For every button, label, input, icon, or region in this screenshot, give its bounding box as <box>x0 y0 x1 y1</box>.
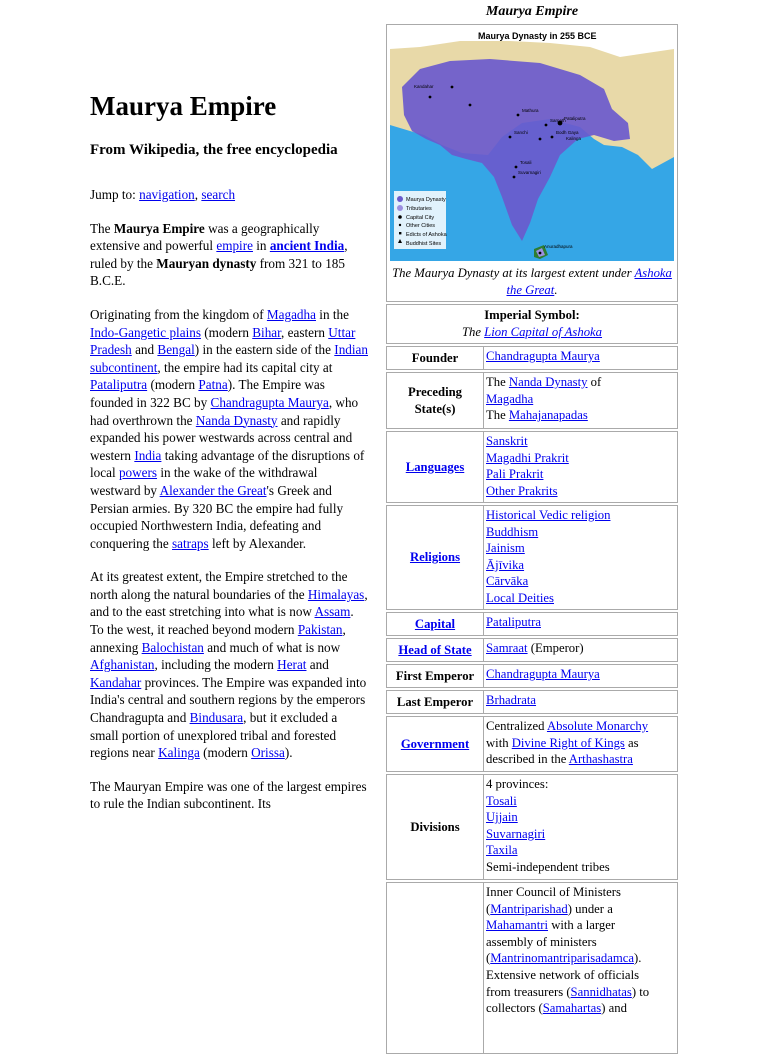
row-label-link[interactable]: Capital <box>387 613 484 635</box>
imperial-symbol-value <box>387 324 677 341</box>
text: ( <box>486 901 491 916</box>
row-label-link[interactable]: Head of State <box>387 639 484 661</box>
row-label: Divisions <box>387 775 484 879</box>
link-samraat[interactable]: Samraat <box>486 641 528 655</box>
text: taking advantage of the disruptions of local <box>90 447 365 481</box>
row-label-link[interactable]: Languages <box>387 432 484 502</box>
row-value <box>484 691 677 713</box>
link-chandragupta-maurya[interactable]: Chandragupta Maurya <box>210 394 329 410</box>
text: from 321 to 185 B.C.E. <box>90 255 345 289</box>
text: and <box>306 657 329 673</box>
text: Centralized <box>486 719 547 733</box>
text: . To the west, it reached beyond modern <box>90 604 354 638</box>
legend-swatch-maurya <box>397 196 403 202</box>
link-language[interactable]: Sanskrit <box>486 434 528 448</box>
bold-term: Mauryan dynasty <box>156 255 257 271</box>
link-nanda-dynasty[interactable]: Nanda Dynasty <box>195 412 278 428</box>
text: ) in the eastern side of the <box>194 342 335 358</box>
text: ). The Empire was founded in 322 BC by <box>90 377 325 410</box>
map-legend-label: Maurya Dynasty <box>406 197 446 203</box>
link-province[interactable]: Tosali <box>486 793 517 808</box>
text: as <box>624 735 639 750</box>
row-preceding-states <box>386 372 678 429</box>
jump-links <box>90 186 368 204</box>
link-language[interactable]: Other Prakrits <box>486 483 558 498</box>
link-lion-capital[interactable]: Lion Capital of Ashoka <box>484 325 603 339</box>
link-capital[interactable]: Pataliputra <box>486 615 541 629</box>
link-divine-right[interactable]: Divine Right of Kings <box>511 735 625 750</box>
row-value <box>484 775 677 879</box>
row-value <box>484 883 677 1053</box>
row-label: Preceding State(s) <box>387 373 484 428</box>
text: ( <box>486 951 491 966</box>
text: , including the modern <box>154 657 278 673</box>
text: and rapidly expanded his power westwards across central and western <box>90 412 353 463</box>
row-administration <box>386 882 678 1054</box>
imperial-symbol-label: Imperial Symbol: <box>484 308 580 322</box>
paragraph-extent <box>90 568 368 762</box>
text: Semi-independent tribes <box>486 859 610 874</box>
row-label: Last Emperor <box>387 691 484 713</box>
link-pakistan[interactable]: Pakistan <box>297 622 343 638</box>
link-satraps[interactable]: satraps <box>172 535 209 551</box>
link-mantrinomantriparisadamca[interactable]: Mantrinomantriparisadamca <box>490 951 634 966</box>
link-assam[interactable]: Assam <box>314 604 351 620</box>
link-empire[interactable]: empire <box>216 238 253 254</box>
row-value <box>484 347 677 369</box>
link-province[interactable]: Suvarnagiri <box>486 826 546 841</box>
map-place-label: Sanchi <box>514 130 528 135</box>
text: , but it excluded a small portion of unexplored tribal and forested regions near <box>90 710 338 761</box>
map-caption <box>387 263 677 301</box>
city-dot <box>551 136 554 139</box>
text: 's Greek and Persian armies. By 320 BC the empire had fully occupied Northwestern India, defeating and conquering the <box>90 482 344 551</box>
text: Inner Council of Ministers <box>486 885 621 899</box>
map-place-label: Tosali <box>520 160 532 165</box>
paragraph-largest <box>90 778 368 813</box>
link-indo-gangetic-plains[interactable]: Indo-Gangetic plains <box>90 324 201 340</box>
text: ) and <box>601 1001 627 1016</box>
link-religion[interactable]: Buddhism <box>486 524 539 539</box>
map-place-label: Bodh Gaya <box>556 130 579 135</box>
page-subtitle: From Wikipedia, the free encyclopedia <box>90 142 338 158</box>
link-last-emperor[interactable]: Brhadrata <box>486 693 537 707</box>
map-block <box>386 24 678 302</box>
link-religion[interactable]: Ājīvika <box>486 557 525 572</box>
link-nanda-dynasty[interactable]: Nanda Dynasty <box>508 375 588 389</box>
link-herat[interactable]: Herat <box>277 657 307 673</box>
legend-swatch-city <box>399 224 401 226</box>
row-value <box>484 639 677 661</box>
link-alexander-the-great[interactable]: Alexander the Great <box>159 482 267 498</box>
text: ). <box>284 745 293 761</box>
city-dot <box>451 86 454 89</box>
map-title: Maurya Dynasty in 255 BCE <box>478 31 597 41</box>
row-religions <box>386 505 678 610</box>
row-label-empty <box>387 883 484 1053</box>
link-first-emperor[interactable]: Chandragupta Maurya <box>486 667 600 681</box>
city-dot <box>515 166 518 169</box>
row-head-of-state <box>386 638 678 662</box>
row-label: First Emperor <box>387 665 484 687</box>
link-mahamantri[interactable]: Mahamantri <box>486 918 549 933</box>
text: described in the <box>486 752 569 767</box>
text: , ruled by the <box>90 238 348 271</box>
infobox-title: Maurya Empire <box>485 4 579 19</box>
city-dot <box>517 114 520 117</box>
city-dot <box>539 138 542 141</box>
line <box>486 407 675 424</box>
text: 4 provinces: <box>486 777 549 791</box>
row-value <box>484 717 677 771</box>
link-kalinga[interactable]: Kalinga <box>158 745 200 761</box>
city-dot <box>513 176 516 179</box>
map-legend-label: Edicts of Ashoka <box>406 232 447 238</box>
link-uttar-pradesh[interactable]: Uttar Pradesh <box>90 324 356 358</box>
link-powers[interactable]: powers <box>118 465 158 481</box>
row-founder <box>386 346 678 370</box>
row-label-link[interactable]: Government <box>387 717 484 771</box>
text: in the <box>315 306 349 322</box>
map-place-label: Anuradhapura <box>544 244 573 249</box>
text: assembly of ministers <box>486 934 597 949</box>
page-title: Maurya Empire <box>90 91 277 121</box>
row-last-emperor <box>386 690 678 714</box>
text: of <box>587 375 602 389</box>
link-founder[interactable]: Chandragupta Maurya <box>486 349 600 363</box>
link-afghanistan[interactable]: Afghanistan <box>90 657 155 673</box>
map-legend-label: Other Cities <box>406 223 436 229</box>
text: , the empire had its capital city at <box>157 359 333 375</box>
link-kandahar[interactable]: Kandahar <box>90 674 142 690</box>
row-capital <box>386 612 678 636</box>
link-balochistan[interactable]: Balochistan <box>141 639 204 655</box>
text: in the wake of the withdrawal westward by <box>90 465 318 498</box>
link-samahartas[interactable]: Samahartas <box>542 1001 602 1016</box>
line <box>486 374 675 391</box>
map-place-label: Sarnath <box>550 118 566 123</box>
jump-prefix: Jump to: <box>90 187 140 202</box>
text: ) under a <box>567 901 613 916</box>
link-bindusara[interactable]: Bindusara <box>189 710 244 726</box>
row-value <box>484 613 677 635</box>
link-pataliputra[interactable]: Pataliputra <box>90 377 148 393</box>
text: ). <box>633 951 642 966</box>
text: in <box>252 238 270 254</box>
link-patna[interactable]: Patna <box>198 377 228 393</box>
link-absolute-monarchy[interactable]: Absolute Monarchy <box>546 719 649 733</box>
text: was a geographically extensive and powerful <box>90 220 320 254</box>
imperial-symbol-block <box>386 304 678 344</box>
text: , annexing <box>90 622 346 655</box>
map-place-label: Suvarnagiri <box>518 170 541 175</box>
caption-end: . <box>554 283 558 297</box>
text: (modern <box>147 377 199 393</box>
infobox <box>386 0 678 1056</box>
legend-swatch-edicts <box>399 232 401 234</box>
row-first-emperor <box>386 664 678 688</box>
map-place-label: Mathura <box>522 108 539 113</box>
row-government <box>386 716 678 772</box>
text: Originating from the kingdom of <box>90 306 267 322</box>
link-province[interactable]: Taxila <box>486 843 518 858</box>
map-place-label: Kalinga <box>566 136 582 141</box>
text: provinces. The Empire was expanded into India's central and southern regions by the emperors Chandragupta and <box>90 674 367 726</box>
text: (modern <box>200 324 253 340</box>
city-dot <box>545 124 548 127</box>
map-legend-label: Buddhist Sites <box>406 241 442 247</box>
text: The <box>486 375 509 389</box>
link-indian-subcontinent[interactable]: Indian subcontinent <box>90 342 368 375</box>
link-sannidhatas[interactable]: Sannidhatas <box>570 984 632 999</box>
legend-swatch-capital <box>398 215 402 219</box>
city-dot <box>429 96 432 99</box>
text: , and to the east stretching into what is now <box>90 586 368 620</box>
search-link[interactable]: search <box>201 187 236 202</box>
empire-map[interactable] <box>390 27 674 261</box>
link-language[interactable]: Magadhi Prakrit <box>486 450 569 465</box>
link-bihar[interactable]: Bihar <box>252 324 282 340</box>
text: and <box>131 342 158 358</box>
link-orissa[interactable]: Orissa <box>251 745 285 761</box>
link-ancient-india[interactable]: ancient India <box>269 238 345 254</box>
row-divisions <box>386 774 678 880</box>
text: , who had overthrown the <box>90 394 359 428</box>
link-mantriparishad[interactable]: Mantriparishad <box>490 901 568 916</box>
link-himalayas[interactable]: Himalayas <box>307 586 365 602</box>
row-label-link[interactable]: Religions <box>387 506 484 609</box>
map-legend-label: Tributaries <box>406 206 432 212</box>
row-value <box>484 432 677 502</box>
row-value <box>484 373 677 428</box>
symbol-prefix: The <box>461 325 485 339</box>
link-mahajanapadas[interactable]: Mahajanapadas <box>508 408 588 423</box>
text: Extensive network of officials <box>486 967 640 982</box>
link-magadha[interactable]: Magadha <box>486 391 534 406</box>
row-languages <box>386 431 678 503</box>
link-arthashastra[interactable]: Arthashastra <box>568 752 633 767</box>
row-value <box>484 506 677 609</box>
map-frame <box>387 25 677 263</box>
text: with a larger <box>548 918 616 933</box>
city-dot <box>539 252 542 255</box>
text: from treasurers ( <box>486 984 571 999</box>
text: left by Alexander. <box>208 535 307 551</box>
text: with <box>486 735 512 750</box>
bold-term: Maurya Empire <box>113 220 205 236</box>
paragraph-origin <box>90 306 368 552</box>
link-religion[interactable]: Historical Vedic religion <box>486 508 611 522</box>
link-magadha[interactable]: Magadha <box>266 306 316 322</box>
text: At its greatest extent, the Empire stretched to the north along the natural boundaries of the <box>90 569 348 602</box>
text: (Emperor) <box>527 641 584 655</box>
text: The <box>90 220 114 236</box>
text: , eastern <box>281 324 329 340</box>
line <box>486 391 675 408</box>
article-column <box>90 88 368 829</box>
text: collectors ( <box>486 1001 543 1016</box>
link-religion[interactable]: Local Deities <box>486 590 554 605</box>
map-place-label: Pataliputra <box>564 116 586 121</box>
text: The Mauryan Empire was one of the largest empires to rule the Indian subcontinent. Its <box>90 778 367 812</box>
paragraph-intro <box>90 220 368 290</box>
link-religion[interactable]: Jainism <box>486 541 525 556</box>
text: The <box>486 408 509 423</box>
row-label: Founder <box>387 347 484 369</box>
link-bengal[interactable]: Bengal <box>157 342 195 358</box>
caption-text: The Maurya Dynasty at its largest extent under <box>392 266 635 280</box>
link-ashoka-the-great[interactable]: Ashoka the Great <box>506 266 672 297</box>
city-dot <box>509 136 512 139</box>
jump-separator: , <box>194 187 202 202</box>
text: and much of what is now <box>203 639 341 655</box>
link-province[interactable]: Ujjain <box>486 810 518 825</box>
text: ) to <box>631 984 650 999</box>
link-religion[interactable]: Cārvāka <box>486 574 529 589</box>
link-language[interactable]: Pali Prakrit <box>486 467 544 482</box>
map-legend-label: Capital City <box>406 215 435 221</box>
row-value <box>484 665 677 687</box>
text: (modern <box>199 745 252 761</box>
legend-swatch-tributaries <box>397 205 403 211</box>
navigation-link[interactable]: navigation <box>139 187 195 202</box>
link-india[interactable]: India <box>134 447 162 463</box>
map-place-label: Kandahar <box>414 84 434 89</box>
city-dot <box>469 104 472 107</box>
